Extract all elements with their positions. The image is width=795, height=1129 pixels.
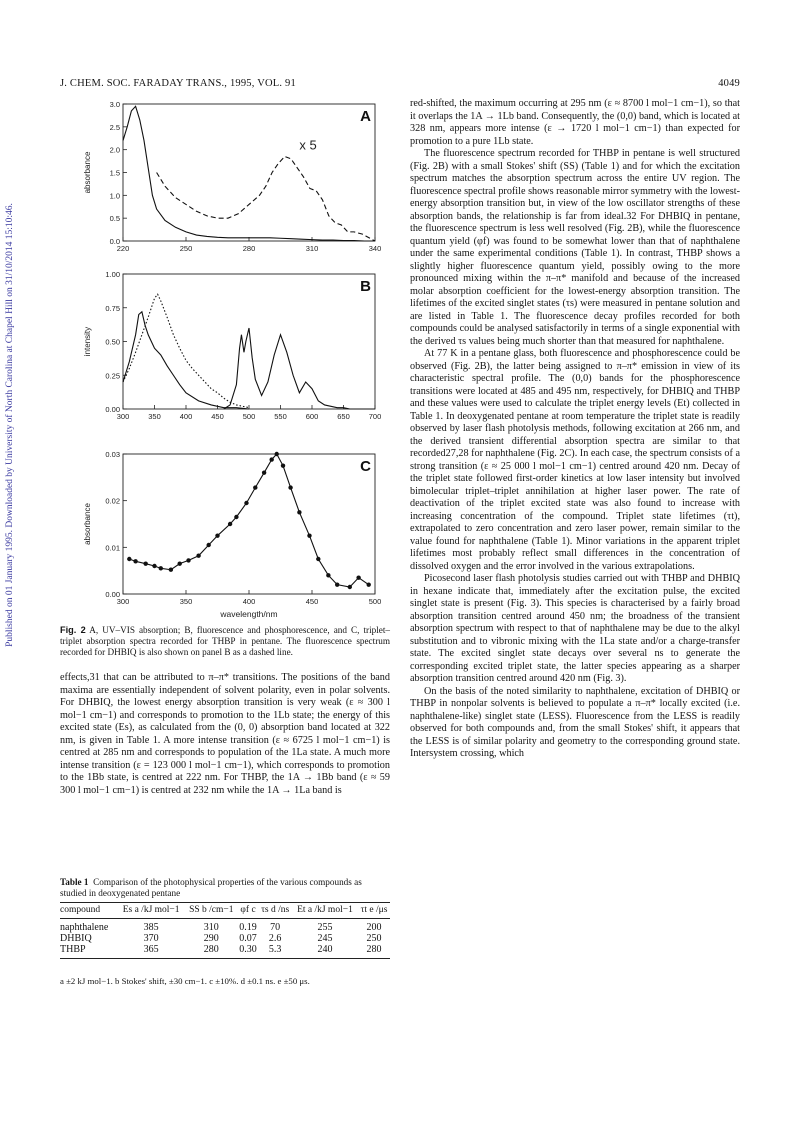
- data-point: [288, 485, 292, 489]
- x-tick-label: 550: [274, 412, 287, 421]
- data-point: [143, 561, 147, 565]
- panel-label: C: [360, 458, 371, 475]
- table-cell: 2.6: [268, 933, 282, 944]
- paragraph: On the basis of the noted similarity to naphthalene, excitation of DHBIQ or THBP in nonpolar solvents is believed to populate a π–π* locally excited (i.e. naphthalene-like) singlet state (LESS). Fluorescence from the LESS is readily observed for both compounds and, from the small Stokes' shift, it appears that the LESS is of similar polarity and geometry to the corresponding ground state. Intersystem crossing, which: [410, 685, 740, 759]
- table-header-cell: Es a /kJ mol−1: [122, 905, 180, 915]
- data-point: [356, 575, 360, 579]
- figure-panel-c: [75, 446, 382, 626]
- table-header-cell: compound: [60, 905, 101, 915]
- x-tick-label: 450: [305, 597, 319, 606]
- data-point: [178, 561, 182, 565]
- table-cell: 385: [143, 922, 159, 933]
- plot-frame: [123, 104, 375, 241]
- y-tick-label: 0.0: [109, 237, 120, 246]
- x-tick-label: 350: [179, 597, 193, 606]
- data-point: [196, 554, 200, 558]
- table-cell: 0.30: [238, 944, 259, 959]
- data-point: [275, 452, 279, 456]
- x-axis-label: wavelength/nm: [220, 609, 278, 619]
- x-tick-label: 500: [242, 412, 256, 421]
- data-point: [186, 558, 190, 562]
- x-tick-label: 500: [368, 597, 382, 606]
- table-cell: 200: [366, 922, 382, 933]
- table-header-cell: Et a /kJ mol−1: [297, 905, 353, 915]
- data-point: [281, 463, 285, 467]
- y-tick-label: 0.01: [105, 543, 120, 553]
- table-cell: 250: [366, 933, 382, 944]
- x-tick-label: 650: [337, 412, 350, 421]
- y-axis-label: absorbance: [83, 503, 92, 545]
- y-tick-label: 2.0: [109, 145, 120, 155]
- paragraph: At 77 K in a pentane glass, both fluorescence and phosphorescence could be observed (Fig. 2B), the latter being assigned to π–π* emission in view of its characteristic spectral profile. The (0,0) bands for the phosphorescence transitions were located at 485 and 495 nm, respectively, for DHBIQ and THBP and these values were used to calculate the triplet energy levels (Et) collected in Table 1. In deoxygenated pentane at room temperature the triplet state is readily observed by laser flash photolysis methods, following excitation at 266 nm, and the derived transient differential absorption spectra are similar to that recorded27,28 for naphthalene (Fig. 2C). In each case, the spectrum consists of a strong transition (ε ≈ 25 000 l mol−1 cm−1) centred around 420 nm. Decay of the triplet state followed first-order kinetics at low laser intensity but involved bimolecular triplet–triplet annihilation at higher laser power. The rate of deactivation of the triplet excited state was also found to increase with increasing concentration of the compound. Triplet state lifetimes (τt), extrapolated to zero concentration and zero laser power, remain similar to the value found for naphthalene (Table 1). Minor variations in the apparent triplet lifetimes most probably reflect small differences in the concentration of dissolved oxygen and the error involved in the various extrapolations.: [410, 348, 740, 572]
- table-header-cell: τt e /μs: [360, 905, 388, 915]
- data-point: [206, 543, 210, 547]
- photophysical-table: [60, 902, 390, 959]
- table-cell: 0.19: [239, 922, 257, 933]
- data-point: [215, 533, 219, 537]
- table-title: [60, 877, 390, 899]
- table-cell: 0.07: [239, 933, 257, 944]
- figure-panel-a: [75, 98, 382, 253]
- x-tick-label: 400: [242, 597, 256, 606]
- table-cell: 245: [317, 933, 333, 944]
- x-tick-label: 450: [211, 412, 224, 421]
- data-point: [348, 585, 352, 589]
- data-point: [152, 564, 156, 568]
- y-axis-label: absorbance: [83, 151, 92, 194]
- data-point: [253, 485, 257, 489]
- y-tick-label: 1.00: [105, 270, 120, 279]
- paragraph: The fluorescence spectrum recorded for THBP in pentane is well structured (Fig. 2B) with a small Stokes' shift (SS) (Table 1) and for which the excitation spectrum matches the absorption spectrum across the entire UV region. The fluorescence spectral profile shows reasonable mirror symmetry with the lowest-energy absorption transition but, in view of the low oscillator strengths of these absorption bands, the relationship is far from ideal.32 For DHBIQ in pentane, the fluorescence spectrum is less well resolved (Fig. 2B), while the fluorescence quantum yield (φf) was found to be somewhat lower than that of naphthalene under the same experimental conditions (Table 1). In contrast, THBP shows a slightly higher fluorescence quantum yield, possibly owing to the more pronounced mixing within the π–π* manifold and because of the increased molar absorption coefficient for the lowest-energy absorption transition. The lifetimes of the excited singlet states (τs) were measured in pentane solution and are listed in Table 1. The fluorescence decay profiles recorded for both compounds could be analysed satisfactorily in terms of a single exponential with the derived τs values being much shorter than that measured for naphthalene.: [410, 148, 740, 347]
- table-row: [60, 919, 390, 934]
- right-column-text: [410, 98, 740, 761]
- figure-panel-b: [75, 268, 382, 438]
- table-cell: DHBIQ: [60, 933, 92, 944]
- data-point: [234, 515, 238, 519]
- data-point: [297, 510, 301, 514]
- y-tick-label: 0.00: [105, 405, 120, 414]
- table-row: [60, 933, 390, 944]
- data-point: [307, 533, 311, 537]
- y-tick-label: 2.5: [109, 122, 120, 132]
- paragraph: Picosecond laser flash photolysis studies carried out with THBP and DHBIQ in hexane indicate that, immediately after the excitation pulse, the excited singlet state is present (Fig. 3). This species is characterised by a fairly broad absorption transition centred around 450 nm; the broadness of the transient absorption spectrum with respect to that of naphthalene may be due to the alkyl substitution and to vibronic mixing with the 1La state and/or a charge-transfer state. The excited singlet state decays over several ns to generate the corresponding excited triplet state, the latter species appearing as a sharper absorption transition centred around 420 nm (Fig. 3).: [410, 573, 740, 684]
- table-title-label: Table 1: [60, 877, 89, 887]
- table-cell: 290: [203, 933, 219, 944]
- table-header-cell: SS b /cm−1: [189, 905, 234, 915]
- x-tick-label: 280: [242, 244, 256, 253]
- y-tick-label: 0.25: [105, 371, 120, 381]
- figure-caption: [60, 625, 390, 658]
- table-row: [60, 944, 390, 959]
- x-tick-label: 300: [116, 412, 130, 421]
- y-tick-label: 3.0: [109, 100, 120, 109]
- scale-annotation: x 5: [299, 137, 317, 153]
- data-point: [127, 557, 131, 561]
- left-column-text: [60, 672, 390, 797]
- series-line: [157, 157, 375, 241]
- paragraph: effects,31 that can be attributed to π–π* transitions. The positions of the band maxima are essentially independent of solvent polarity, even in polar solvents. For DHBIQ, the lowest energy absorption transition is very weak (ε ≈ 300 l mol−1 cm−1) and corresponds to promotion to the 1Lb state; the energy of this excited state (Es), as calculated from the (0, 0) absorption band located at 322 nm, is given in Table 1. A more intense transition (ε ≈ 6725 l mol−1 cm−1) is centred at 285 nm and corresponds to population of the 1La state. A much more intense transition (ε = 123 000 l mol−1 cm−1), which corresponds to promotion to the 1Bb state, is centred at 222 nm. For THBP, the 1A → 1Bb band (ε ≈ 59 300 l mol−1 cm−1) is centred at 232 nm while the 1A → 1La band is: [60, 672, 390, 796]
- data-point: [326, 573, 330, 577]
- page-number: 4049: [718, 78, 740, 89]
- y-axis-label: intensity: [83, 326, 92, 357]
- y-tick-label: 1.5: [109, 168, 120, 178]
- data-point: [133, 559, 137, 563]
- table-title-text: Comparison of the photophysical properties of the various compounds as studied in deoxygenated pentane: [60, 877, 362, 898]
- download-watermark: [0, 150, 20, 700]
- x-tick-label: 250: [179, 244, 193, 253]
- series-line: [129, 454, 368, 587]
- data-point: [316, 557, 320, 561]
- y-tick-label: 0.5: [109, 214, 120, 224]
- table-cell: 280: [358, 944, 390, 959]
- x-tick-label: 700: [368, 412, 382, 421]
- y-tick-label: 0.75: [105, 303, 120, 313]
- table-cell: 370: [143, 933, 159, 944]
- data-point: [159, 566, 163, 570]
- y-tick-label: 0.03: [105, 450, 120, 459]
- data-point: [335, 582, 339, 586]
- table-header-cell: φf c: [240, 905, 256, 915]
- table-cell: 240: [292, 944, 358, 959]
- panel-label: B: [360, 278, 371, 295]
- panel-label: A: [360, 108, 371, 125]
- series-line: [123, 106, 375, 241]
- x-tick-label: 400: [179, 412, 193, 421]
- figure-caption-label: Fig. 2: [60, 625, 86, 635]
- series-line: [123, 312, 249, 409]
- data-point: [262, 470, 266, 474]
- table-header-cell: τs d /ns: [261, 905, 290, 915]
- series-line: [224, 328, 375, 409]
- journal-header: J. CHEM. SOC. FARADAY TRANS., 1995, VOL. 91: [60, 78, 296, 89]
- plot-frame: [123, 274, 375, 409]
- page-header: [60, 78, 740, 92]
- x-tick-label: 340: [368, 244, 382, 253]
- data-point: [269, 457, 273, 461]
- table-cell: 70: [270, 922, 281, 933]
- y-tick-label: 0.00: [105, 590, 120, 599]
- data-point: [169, 568, 173, 572]
- x-tick-label: 220: [116, 244, 130, 253]
- table-cell: naphthalene: [60, 922, 109, 933]
- table-cell: 255: [317, 922, 333, 933]
- data-point: [244, 501, 248, 505]
- table-cell: 365: [117, 944, 185, 959]
- table-cell: 310: [203, 922, 219, 933]
- x-tick-label: 300: [116, 597, 130, 606]
- y-tick-label: 1.0: [109, 191, 120, 201]
- y-tick-label: 0.02: [105, 496, 120, 506]
- data-point: [367, 582, 371, 586]
- table-cell: THBP: [60, 944, 117, 959]
- table-cell: 5.3: [258, 944, 291, 959]
- x-tick-label: 600: [305, 412, 319, 421]
- table-footnotes: a ±2 kJ mol−1. b Stokes' shift, ±30 cm−1. c ±10%. d ±0.1 ns. e ±50 μs.: [60, 976, 310, 986]
- table-cell: 280: [185, 944, 238, 959]
- x-tick-label: 310: [305, 244, 319, 253]
- data-point: [228, 522, 232, 526]
- plot-frame: [123, 454, 375, 594]
- figure-caption-text: A, UV–VIS absorption; B, fluorescence and phosphorescence, and C, triplet–triplet absorption spectra recorded for THBP in pentane. The fluorescence spectrum recorded for DHBIQ is also shown on panel B as a dashed line.: [60, 625, 391, 657]
- paragraph: red-shifted, the maximum occurring at 295 nm (ε ≈ 8700 l mol−1 cm−1), so that it overlaps the 1A → 1Lb band. Consequently, the (0,0) band, which is located at 328 nm, appears more intense (ε → 1720 l mol−1 cm−1) than expected for promotion to a pure 1Lb state.: [410, 98, 740, 147]
- watermark-text: Published on 01 January 1995. Downloaded by University of North Carolina at Chapel Hill on 31/10/2014 15:10:46.: [5, 203, 15, 647]
- x-tick-label: 350: [148, 412, 161, 421]
- y-tick-label: 0.50: [105, 337, 120, 347]
